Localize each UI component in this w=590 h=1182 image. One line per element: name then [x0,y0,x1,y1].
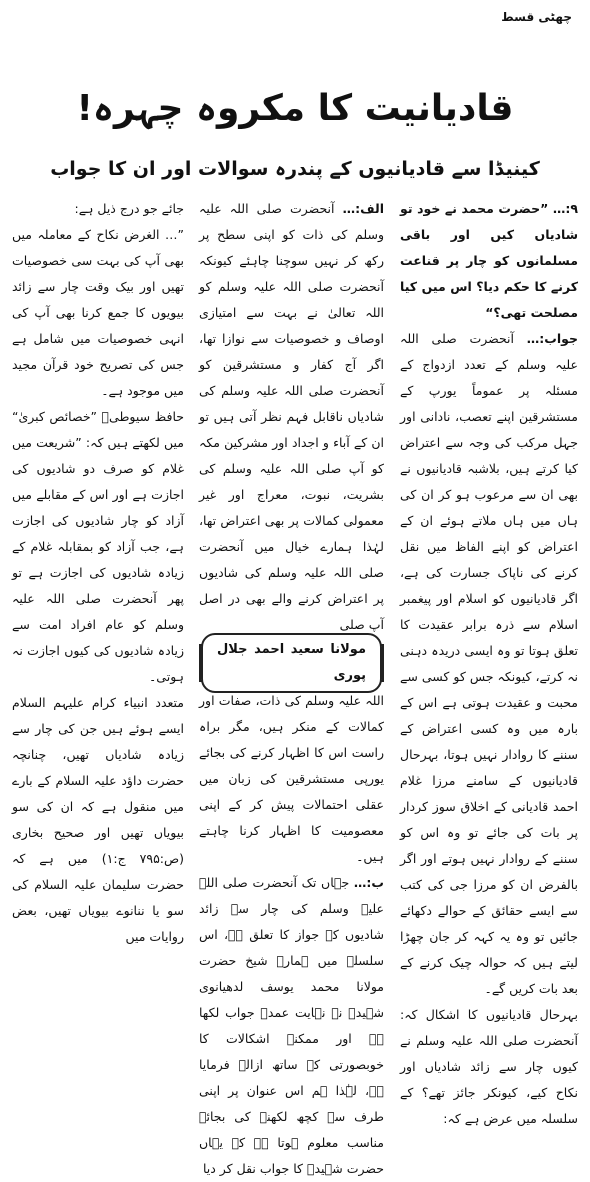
column3-paragraph-3: متعدد انبیاء کرام علیہم السلام ایسے ہوئے ہیں جن کی چار سے زیادہ شادیاں تھیں، چنانچہ حضرت داؤد علیہ السلام کے بارے میں منقول ہے کہ ان کی سو بیویاں تھیں اور صحیح بخاری (ص:۷۹۵ ج:۱) میں ہے کہ حضرت سلیمان علیہ السلام کی سو یا ننانوے بیویاں تھیں، بعض روایات میں [12,695,184,944]
column-1 [400,196,578,1126]
question-text: ۹:… ”حضرت محمد نے خود تو شادیاں کیں اور باقی مسلمانوں کو چار پر قناعت کرنے کا حکم دیا؟ اس میں کیا مصلحت تھی؟“ [400,201,578,320]
label-alif: الف:… [342,201,384,216]
article-subtitle: کینیڈا سے قادیانیوں کے پندرہ سوالات اور ان کا جواب [50,158,540,180]
answer-label: جواب:… [526,331,578,346]
column3-intro: جائے جو درج ذیل ہے: [74,201,184,216]
paragraph-alif-text: آنحضرت صلی اللہ علیہ وسلم کی ذات کو اپنی سطح پر رکھ کر نہیں سوچنا چاہئے کیونکہ آنحضرت صلی اللہ علیہ وسلم کو اللہ تعالیٰ نے بہت سے امتیازی اوصاف و خصوصیات سے نوازا تھا، اگر آج کفار و مستشرقین کو آنحضرت صلی اللہ علیہ وسلم کی شادیاں ناقابل فہم نظر آتی ہیں تو ان کے آباء و اجداد اور مشرکین مکہ کو آپ صلی اللہ علیہ وسلم کی بشریت، نبوت، معراج اور غیر معمولی کمالات پر بھی اعتراض تھا، لہٰذا ہمارے خیال میں آنحضرت صلی اللہ علیہ وسلم کی شادیوں پر اعتراض کرنے والے بھی در اصل آپ صلی [199,201,384,632]
column-2 [199,196,384,1176]
label-ba: ب:… [353,875,384,890]
paragraph-continued: اللہ علیہ وسلم کی ذات، صفات اور کمالات کے منکر ہیں، مگر براہ راست اس کا اظہار کرنے کی بجائے یورپی مستشرقین کی زبان میں عقلی احتمالات پیش کر کے اپنی معصومیت کا اظہار کرنا چاہتے ہیں۔ [199,693,384,864]
column-3 [12,196,184,944]
article-title: قادیانیت کا مکروہ چہرہ! [76,88,514,129]
column3-paragraph-1: ”… الغرض نکاح کے معاملہ میں بھی آپ کی بہت سی خصوصیات تھیں اور بیک وقت چار سے زائد بیویوں کا جمع کرنا بھی آپ کی انہی خصوصیات میں شامل ہے جس کی تصریح خود قرآن مجید میں موجود ہے۔ [12,227,184,398]
paragraph-alif [199,196,384,638]
author-name: مولانا سعید احمد جلال پوری [201,633,382,693]
answer-text: آنحضرت صلی اللہ علیہ وسلم کے تعدد ازدواج کے مسئلہ پر عموماً یورپ کے مستشرقین اپنے تعصب، نادانی اور جہل مرکب کی وجہ سے اعتراض کیا کرتے ہیں، بلاشبہ قادیانیوں نے بھی ان سے مرعوب ہو کر ان کی ہاں میں ہاں ملاتے ہوئے ان کے اعتراض کو اپنے الفاظ میں نقل کرنے کی ناپاک جسارت کی ہے، اگر قادیانیوں کو اسلام اور پیغمبر اسلام سے ذرہ برابر عقیدت کا تعلق ہوتا تو وہ ایسی دریدہ دہنی نہ کرتے، کیونکہ جس کو کسی سے محبت و عقیدت ہوتی ہے اس کے بارہ میں وہ کسی اعتراض کے سننے کا روادار نہیں ہوتا، بہرحال قادیانیوں کے سامنے مرزا غلام احمد قادیانی کے اخلاق سوز کردار پر بات کی جائے تو وہ اس کو سننے کے روادار نہیں ہوتے اور اگر بالفرض ان کو مرزا جی کی کتب سے ایسے حقائق کے حوالے دکھائے جائیں تو وہ یہ کہہ کر جان چھڑا لیتے ہیں کہ حوالہ چیک کرنے کے بعد بات کریں گے۔ [400,331,578,996]
answer-paragraph [400,326,578,1002]
paragraph-ba-text: جہاں تک آنحضرت صلی اللہ علیہ وسلم کی چار سے زائد شادیوں کے جواز کا تعلق ہے، اس سلسلہ میں ہمارے شیخ حضرت مولانا محمد یوسف لدھیانوی شہیدؒ نے نہایت عمدہ جواب لکھا ہے اور ممکنہ اشکالات کا خوبصورتی کے ساتھ ازالہ فرمایا ہے، لہٰذا ہم اس عنوان پر اپنی طرف سے کچھ لکھنے کی بجائے مناسب معلوم ہوتا ہے کہ یہاں حضرت شہیدؒ کا جواب نقل کر دیا [199,875,384,1176]
episode-label: چھٹی قسط [501,10,572,24]
column3-paragraph-2: حافظ سیوطیؒ ”خصائص کبریٰ“ میں لکھتے ہیں کہ: ”شریعت میں غلام کو صرف دو شادیوں کی اجازت ہے اور اس کے مقابلے میں آزاد کو چار شادیوں کی اجازت ہے، جب آزاد کو بمقابلہ غلام کے زیادہ شادیوں کی اجازت ہے تو پھر آنحضرت صلی اللہ علیہ وسلم کو عام افراد امت سے زیادہ شادیوں کی کیوں اجازت نہ ہوتی۔ [12,409,184,684]
closing-paragraph: بہرحال قادیانیوں کا اشکال کہ: آنحضرت صلی اللہ علیہ وسلم نے کیوں چار سے زائد شادیاں اور نکاح کیے، کیونکر جائز تھے؟ کے سلسلہ میں عرض ہے کہ: [400,1007,578,1126]
paragraph-ba [199,870,384,1182]
author-byline-box [199,644,384,682]
